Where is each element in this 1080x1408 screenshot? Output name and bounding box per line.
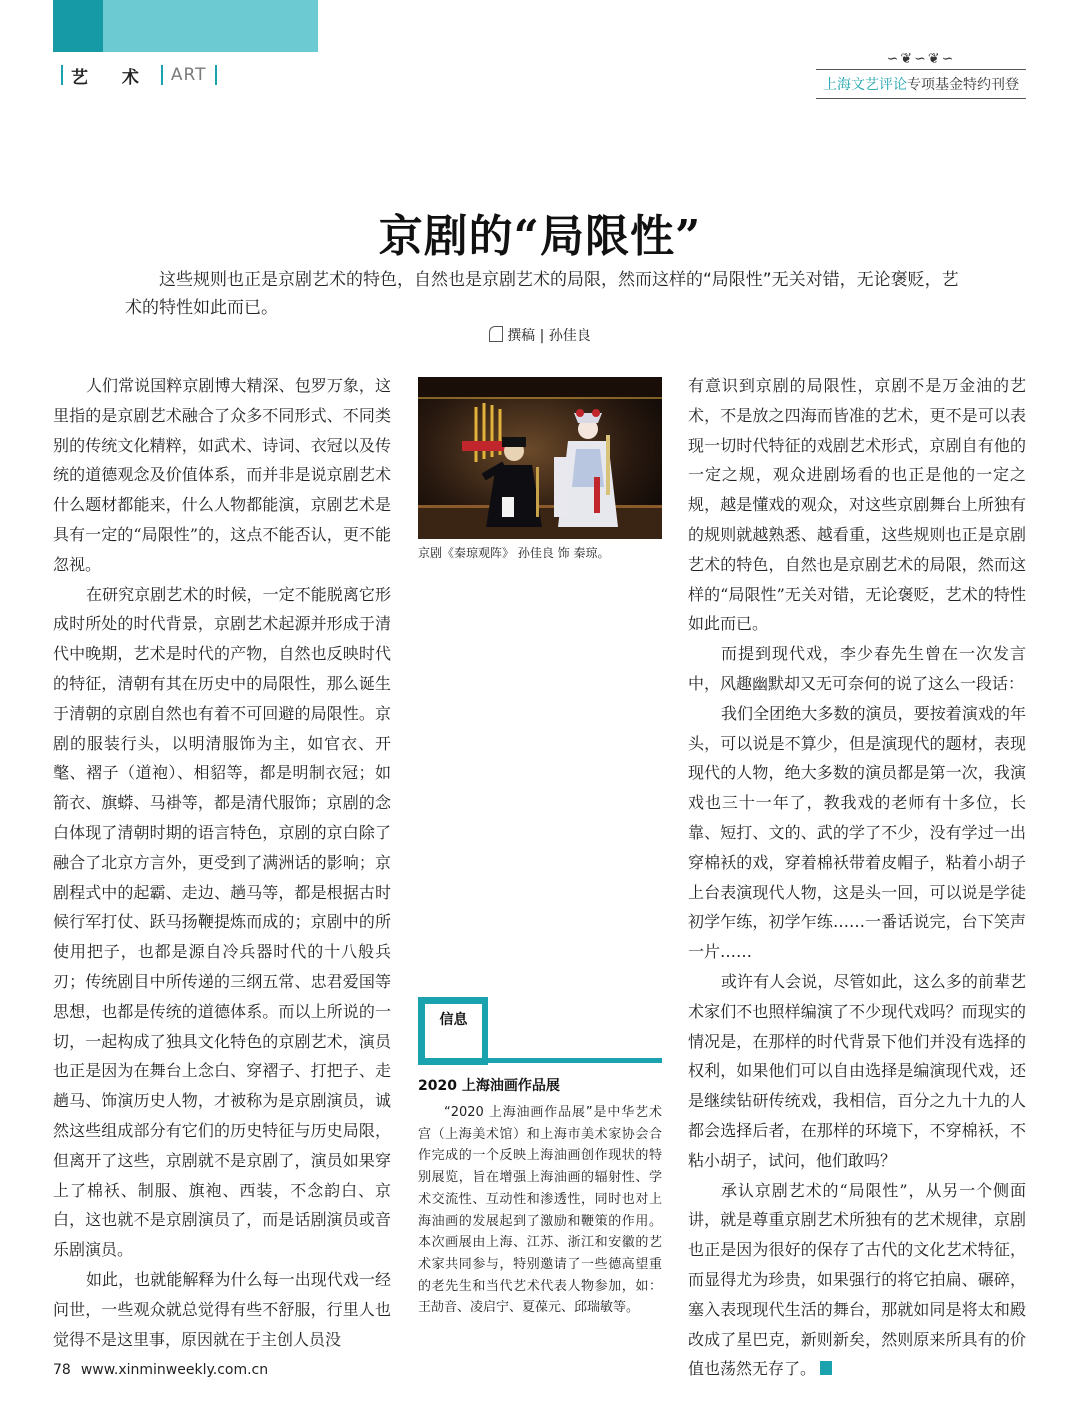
sponsor-rest: 专项基金特约刊登 [907, 77, 1019, 93]
divider [161, 65, 163, 85]
section-tag [53, 62, 225, 88]
body-column-1 [53, 371, 391, 1354]
paragraph [688, 1176, 1026, 1385]
page-footer [53, 1362, 268, 1378]
divider [61, 65, 63, 85]
header-color-bar [53, 0, 318, 52]
paragraph: 有意识到京剧的局限性，京剧不是万金油的艺术，不是放之四海而皆准的艺术，更不是可以表现一切时代特征的戏剧艺术形式，京剧自有他的一定之规，观众进剧场看的也正是他的一定之规，越是懂戏的观众，对这些京剧舞台上所独有的规则就越熟悉、越看重，这些规则也正是京剧艺术的特色，自然也是京剧艺术的局限，然而这样的“局限性”无关对错，无论褒贬，艺术的特性如此而已。 [688, 376, 1026, 634]
header-bar-dark [53, 0, 103, 52]
info-rule [488, 1058, 662, 1063]
byline [0, 325, 1080, 345]
stage-photo-illustration [418, 377, 662, 539]
ornament-icon: ∽❦∽❦∽ [886, 51, 956, 67]
byline-label: 撰稿 [507, 328, 536, 344]
article-title: 京剧的“局限性” [378, 211, 702, 262]
info-body: “2020 上海油画作品展”是中华艺术宫（上海美术馆）和上海市美术家协会合作完成的一个反映上海油画创作现状的特别展览，旨在增强上海油画的辐射性、学术交流性、互动性和渗透性，同时也对上海油画的发展起到了激励和鞭策的作用。本次画展由上海、江苏、浙江和安徽的艺术家共同参与，特别邀请了一些德高望重的老先生和当代艺术代表人物参加，如：王劼音、凌启宁、夏葆元、邱瑞敏等。 [418, 1105, 662, 1316]
divider: | [535, 328, 549, 344]
paragraph: 如此，也就能解释为什么每一出现代戏一经问世，一些观众就总觉得有些不舒服，行里人也觉得不是这里事，原因就在于主创人员没 [53, 1269, 391, 1349]
pen-icon [489, 326, 503, 342]
info-box [418, 997, 662, 1319]
paragraph: 人们常说国粹京剧博大精深、包罗万象，这里指的是京剧艺术融合了众多不同形式、不同类别的传统文化精粹，如武术、诗词、衣冠以及传统的道德观念及价值体系，而并非是说京剧艺术什么题材都能来，什么人物都能演，京剧艺术是具有一定的“局限性”的，这点不能否认，更不能忽视。 [53, 376, 391, 574]
footer-url: www.xinminweekly.com.cn [80, 1362, 269, 1378]
quote-paragraph: 我们全团绝大多数的演员，要按着演戏的年头，可以说是不算少，但是演现代的题材，表现现代的人物，绝大多数的演员都是第一次，我演戏也三十一年了，教我戏的老师有十多位，长靠、短打、文的、武的学了不少，没有学过一出穿棉袄的戏，穿着棉袄带着皮帽子，粘着小胡子上台表演现代人物，这是头一回，可以说是学徒初学乍练，初学乍练……一番话说完，台下笑声一片…… [688, 703, 1026, 962]
article-lead: 这些规则也正是京剧艺术的特色，自然也是京剧艺术的局限，然而这样的“局限性”无关对错，无论褒贬，艺术的特性如此而已。 [125, 270, 959, 318]
last-paragraph-text: 承认京剧艺术的“局限性”，从另一个侧面讲，就是尊重京剧艺术所独有的艺术规律，京剧也正是因为很好的保存了古代的文化艺术特征，而显得尤为珍贵，如果强行的将它拍扁、碾碎，塞入表现现代生活的舞台，那就如同是将太和殿改成了星巴克，新则新矣，然则原来所具有的价值也荡然无存了。 [688, 1180, 1026, 1379]
photo-caption: 京剧《秦琼观阵》 孙佳良 饰 秦琼。 [418, 546, 610, 560]
section-name-cn: 艺 术 [71, 67, 153, 88]
info-header [418, 997, 662, 1065]
page-number: 78 [53, 1362, 71, 1378]
info-label: 信息 [439, 1012, 468, 1028]
divider [816, 98, 1026, 99]
sponsor-highlight: 上海文艺评论 [823, 77, 907, 93]
sponsor-banner [816, 52, 1026, 100]
paragraph: 或许有人会说，尽管如此，这么多的前辈艺术家们不也照样编演了不少现代戏吗？而现实的情况是，在那样的时代背景下他们并没有选择的权利，如果他们可以自由选择是编演现代戏，还是继续钻研传统戏，我相信，百分之九十九的人都会选择后者，在那样的环境下，不穿棉袄，不粘小胡子，试问，他们敢吗？ [688, 971, 1026, 1170]
divider [215, 65, 217, 85]
paragraph: 在研究京剧艺术的时候，一定不能脱离它形成时所处的时代背景，京剧艺术起源并形成于清代中晚期，艺术是时代的产物，自然也反映时代的特征，清朝有其在历史中的局限性，那么诞生于清朝的京剧自然也有着不可回避的局限性。京剧的服装行头，以明清服饰为主，如官衣、开氅、褶子（道袍）、相貂等，都是明制衣冠；如箭衣、旗蟒、马褂等，都是清代服饰；京剧的念白体现了清朝时期的语言特色，京剧的京白除了融合了北京方言外，更受到了满洲话的影响；京剧程式中的起霸、走边、趟马等，都是根据古时候行军打仗、跃马扬鞭提炼而成的；京剧中的所使用把子，也都是源自冷兵器时代的十八般兵刃；传统剧目中所传递的三纲五常、忠君爱国等思想，也都是传统的道德体系。而以上所说的一切，一起构成了独具文化特色的京剧艺术，演员也正是因为在舞台上念白、穿褶子、打把子、走趟马、饰演历史人物，才被称为是京剧演员，诚然这些组成部分有它们的历史特征与历史局限，但离开了这些，京剧就不是京剧了，演员如果穿上了棉袄、制服、旗袍、西装，不念韵白、京白，这也就不是京剧演员了，而是话剧演员或音乐剧演员。 [53, 584, 391, 1260]
end-mark-icon [820, 1361, 832, 1375]
body-column-3 [688, 371, 1026, 1384]
paragraph: 而提到现代戏，李少春先生曾在一次发言中，风趣幽默却又无可奈何的说了这么一段话： [688, 644, 1026, 693]
divider [816, 69, 1026, 70]
byline-author: 孙佳良 [548, 328, 591, 344]
section-name-en: ART [170, 65, 207, 85]
stage-photo [418, 377, 662, 539]
info-title: 2020 上海油画作品展 [418, 1078, 560, 1094]
header-bar-light [103, 0, 318, 52]
sponsor-text [816, 71, 1026, 94]
